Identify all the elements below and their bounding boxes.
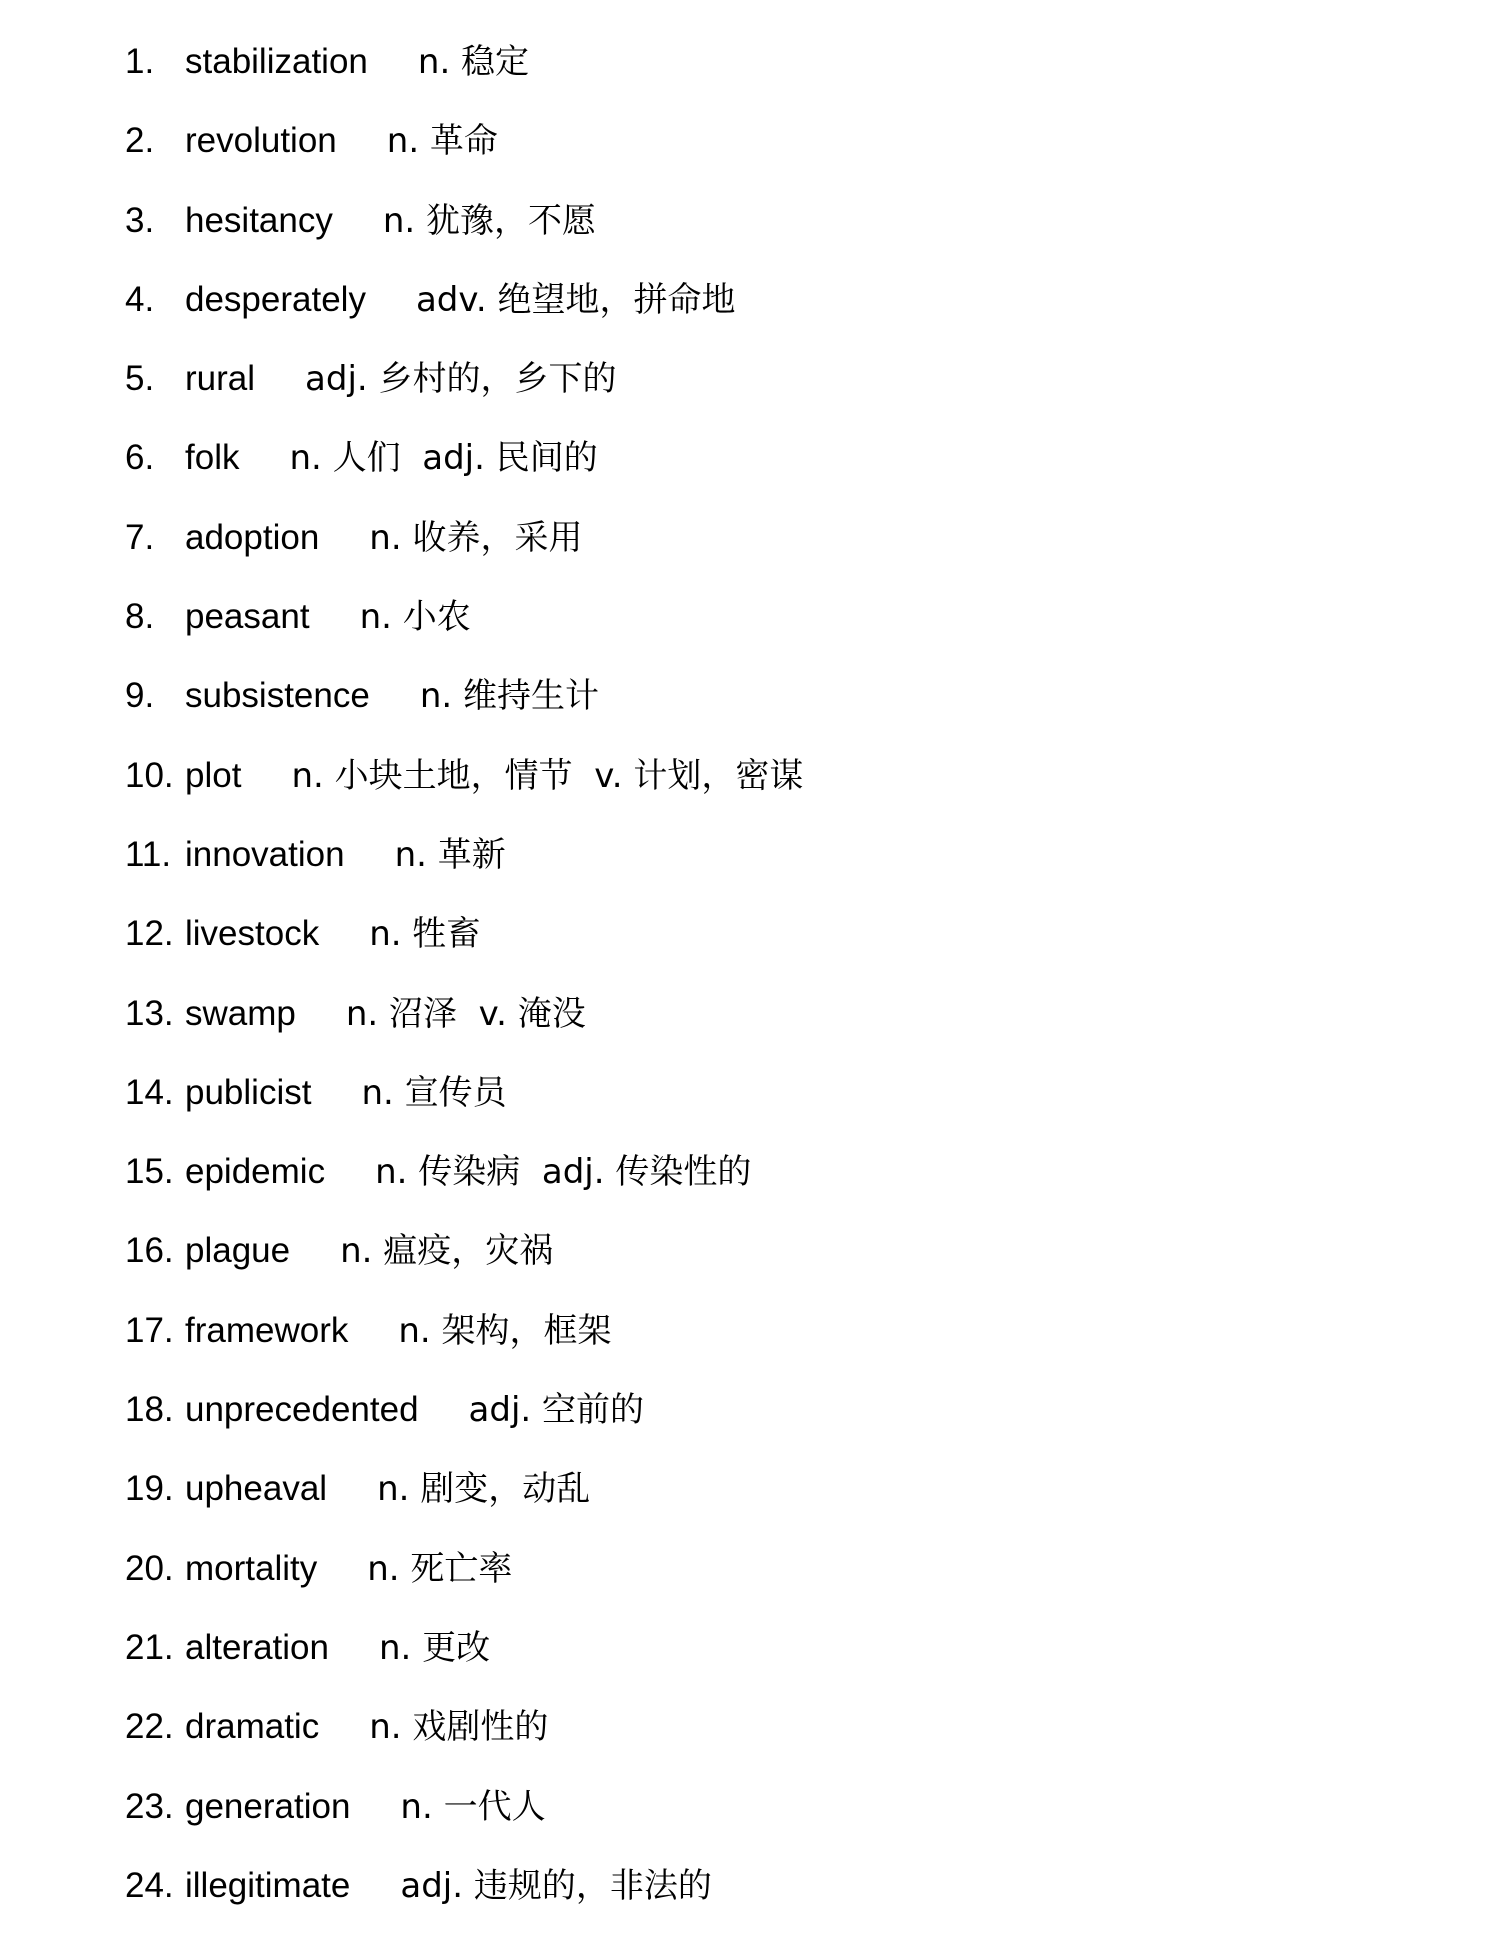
list-item xyxy=(125,754,803,833)
item-word: hesitancy xyxy=(185,200,333,240)
item-number: 7. xyxy=(125,517,155,557)
list-item xyxy=(125,436,803,515)
item-number: 10. xyxy=(125,755,174,795)
item-word: revolution xyxy=(185,121,337,161)
item-definition: n. 牲畜 xyxy=(369,914,481,955)
item-definition: n. 更改 xyxy=(378,1627,491,1668)
item-number: 13. xyxy=(125,993,174,1033)
list-item xyxy=(125,1071,803,1150)
list-item xyxy=(125,912,803,991)
item-word: rural xyxy=(185,359,256,399)
item-definition: adj. 乡村的，乡下的 xyxy=(305,359,617,400)
item-number: 21. xyxy=(125,1627,174,1667)
item-word: innovation xyxy=(185,834,345,874)
item-word: generation xyxy=(185,1786,351,1826)
list-item xyxy=(125,595,803,674)
item-definition: n. 架构，框架 xyxy=(398,1310,612,1351)
list-item xyxy=(125,674,803,753)
item-definition: n. 传染病 adj. 传染性的 xyxy=(375,1152,752,1193)
item-definition: n. 宣传员 xyxy=(361,1072,507,1113)
item-definition: n. 剧变，动乱 xyxy=(377,1469,591,1510)
list-item xyxy=(125,278,803,357)
item-word: peasant xyxy=(185,597,310,637)
list-item xyxy=(125,1864,803,1943)
item-number: 3. xyxy=(125,200,155,240)
list-item xyxy=(125,1547,803,1626)
item-definition: n. 革新 xyxy=(394,834,506,875)
item-definition: adj. 空前的 xyxy=(468,1390,645,1431)
item-word: unprecedented xyxy=(185,1390,419,1430)
item-number: 9. xyxy=(125,676,155,716)
item-word: subsistence xyxy=(185,676,370,716)
item-word: illegitimate xyxy=(185,1865,351,1905)
item-number: 6. xyxy=(125,438,155,478)
item-definition: n. 小农 xyxy=(359,597,471,638)
item-word: publicist xyxy=(185,1072,312,1112)
item-word: livestock xyxy=(185,914,320,954)
item-definition: n. 维持生计 xyxy=(419,676,599,717)
item-word: stabilization xyxy=(185,42,368,81)
list-item xyxy=(125,1626,803,1705)
item-definition: n. 戏剧性的 xyxy=(369,1707,549,1748)
item-definition: adj. 违规的，非法的 xyxy=(400,1865,712,1906)
vocabulary-list xyxy=(125,40,803,1943)
item-number: 15. xyxy=(125,1152,174,1192)
list-item xyxy=(125,119,803,198)
list-item xyxy=(125,516,803,595)
item-word: epidemic xyxy=(185,1152,326,1192)
item-definition: n. 稳定 xyxy=(417,42,530,82)
list-item xyxy=(125,199,803,278)
item-definition: n. 一代人 xyxy=(400,1786,546,1827)
list-item xyxy=(125,1229,803,1308)
item-number: 5. xyxy=(125,359,155,399)
item-definition: adv. 绝望地，拼命地 xyxy=(415,279,736,320)
item-word: adoption xyxy=(185,517,320,557)
item-word: alteration xyxy=(185,1627,329,1667)
item-number: 23. xyxy=(125,1786,174,1826)
list-item xyxy=(125,833,803,912)
item-word: swamp xyxy=(185,993,296,1033)
item-word: upheaval xyxy=(185,1469,328,1509)
item-number: 19. xyxy=(125,1469,174,1509)
item-number: 24. xyxy=(125,1865,174,1905)
item-number: 20. xyxy=(125,1548,174,1588)
item-word: dramatic xyxy=(185,1707,320,1747)
item-number: 4. xyxy=(125,279,155,319)
list-item xyxy=(125,1309,803,1388)
item-definition: n. 小块土地，情节 v. 计划，密谋 xyxy=(291,755,804,796)
item-word: plot xyxy=(185,755,242,795)
item-number: 18. xyxy=(125,1390,174,1430)
list-item xyxy=(125,992,803,1071)
item-definition: n. 瘟疫，灾祸 xyxy=(340,1231,554,1272)
item-number: 16. xyxy=(125,1231,174,1271)
list-item xyxy=(125,40,803,119)
item-definition: n. 革命 xyxy=(386,121,498,162)
list-item xyxy=(125,357,803,436)
item-word: mortality xyxy=(185,1548,318,1588)
item-definition: n. 死亡率 xyxy=(367,1548,513,1589)
item-number: 17. xyxy=(125,1310,174,1350)
item-definition: n. 人们 adj. 民间的 xyxy=(289,438,598,479)
list-item xyxy=(125,1705,803,1784)
item-definition: n. 犹豫，不愿 xyxy=(382,200,597,241)
list-item xyxy=(125,1467,803,1546)
item-number: 2. xyxy=(125,121,155,161)
item-definition: n. 沼泽 v. 淹没 xyxy=(345,993,586,1034)
item-number: 14. xyxy=(125,1072,174,1112)
item-number: 11. xyxy=(125,834,172,874)
item-word: plague xyxy=(185,1231,291,1271)
list-item xyxy=(125,1785,803,1864)
item-number: 8. xyxy=(125,597,155,637)
item-number: 12. xyxy=(125,914,174,954)
list-item xyxy=(125,1388,803,1467)
list-item xyxy=(125,1150,803,1229)
item-word: folk xyxy=(185,438,240,478)
item-number: 1. xyxy=(125,42,155,81)
item-definition: n. 收养，采用 xyxy=(369,517,583,558)
item-word: framework xyxy=(185,1310,349,1350)
item-number: 22. xyxy=(125,1707,174,1747)
item-word: desperately xyxy=(185,279,366,319)
